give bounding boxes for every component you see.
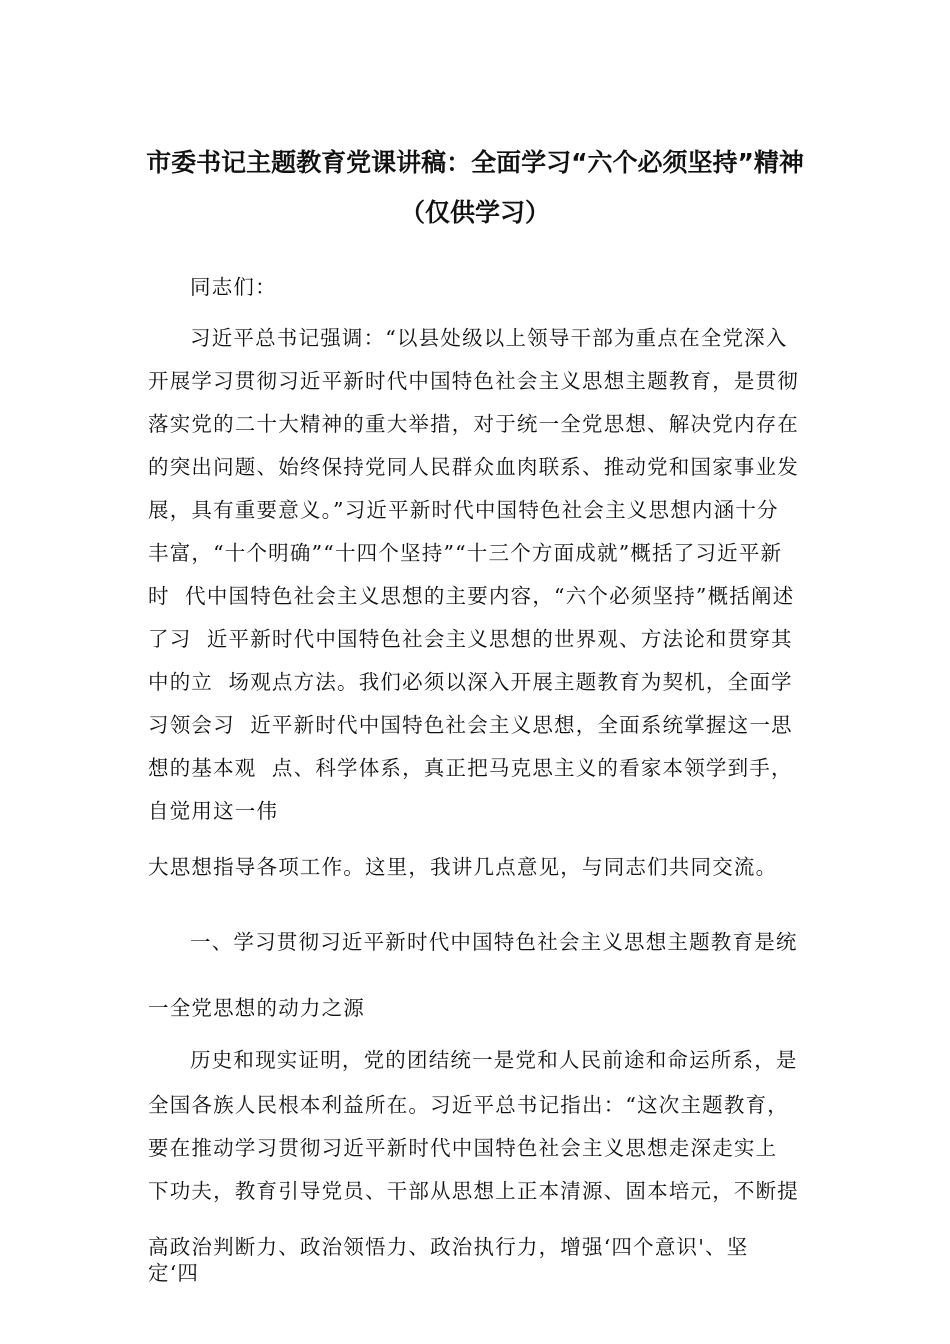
paragraph-line: 全国各族人民根本利益所在。习近平总书记指出：“这次主题教育， — [148, 1093, 789, 1117]
section-heading: 一全党思想的动力之源 — [148, 996, 365, 1020]
paragraph-line: 高政治判断力、政治领悟力、政治执行力，增强‘四个意识'、坚 — [148, 1235, 749, 1259]
paragraph-line: 要在推动学习贯彻习近平新时代中国特色社会主义思想走深走实上 — [148, 1136, 778, 1160]
paragraph-line: 下功夫，教育引导党员、干部从思想上正本清源、固本培元，不断提 — [148, 1179, 799, 1203]
greeting: 同志们： — [190, 275, 277, 299]
paragraph-line: 想的基本观 点、科学体系，真正把马克思主义的看家本领学到手， — [148, 756, 793, 780]
paragraph-line: 中的立 场观点方法。我们必须以深入开展主题教育为契机，全面学 — [148, 670, 793, 694]
paragraph-line: 展，具有重要意义。”习近平新时代中国特色社会主义思想内涵十分 — [148, 498, 779, 522]
paragraph-line: 丰富，“十个明确”“十四个坚持”“十三个方面成就”概括了习近平新 — [148, 541, 783, 565]
paragraph-line: 习领会习 近平新时代中国特色社会主义思想，全面系统掌握这一思 — [148, 713, 793, 737]
document-subtitle: （仅供学习） — [399, 198, 550, 227]
document-title: 市委书记主题教育党课讲稿：全面学习“六个必须坚持”精神 — [146, 148, 804, 177]
paragraph-line: 历史和现实证明，党的团结统一是党和人民前途和命运所系，是 — [190, 1048, 798, 1072]
paragraph-line: 了习 近平新时代中国特色社会主义思想的世界观、方法论和贯穿其 — [148, 627, 793, 651]
paragraph-line: 落实党的二十大精神的重大举措，对于统一全党思想、解决党内存在 — [148, 412, 799, 436]
paragraph-line: 定‘四 — [148, 1261, 200, 1285]
paragraph-line: 的突出问题、始终保持党同人民群众血肉联系、推动党和国家事业发 — [148, 455, 799, 479]
paragraph-line: 习近平总书记强调：“以县处级以上领导干部为重点在全党深入 — [190, 326, 788, 350]
paragraph-line: 自觉用这一伟 — [148, 799, 279, 823]
paragraph-line: 大思想指导各项工作。这里，我讲几点意见，与同志们共同交流。 — [148, 855, 778, 879]
section-heading: 一、学习贯彻习近平新时代中国特色社会主义思想主题教育是统 — [190, 930, 798, 954]
paragraph-line: 开展学习贯彻习近平新时代中国特色社会主义思想主题教育，是贯彻 — [148, 369, 799, 393]
paragraph-line: 时 代中国特色社会主义思想的主要内容，“六个必须坚持”概括阐述 — [148, 584, 795, 608]
